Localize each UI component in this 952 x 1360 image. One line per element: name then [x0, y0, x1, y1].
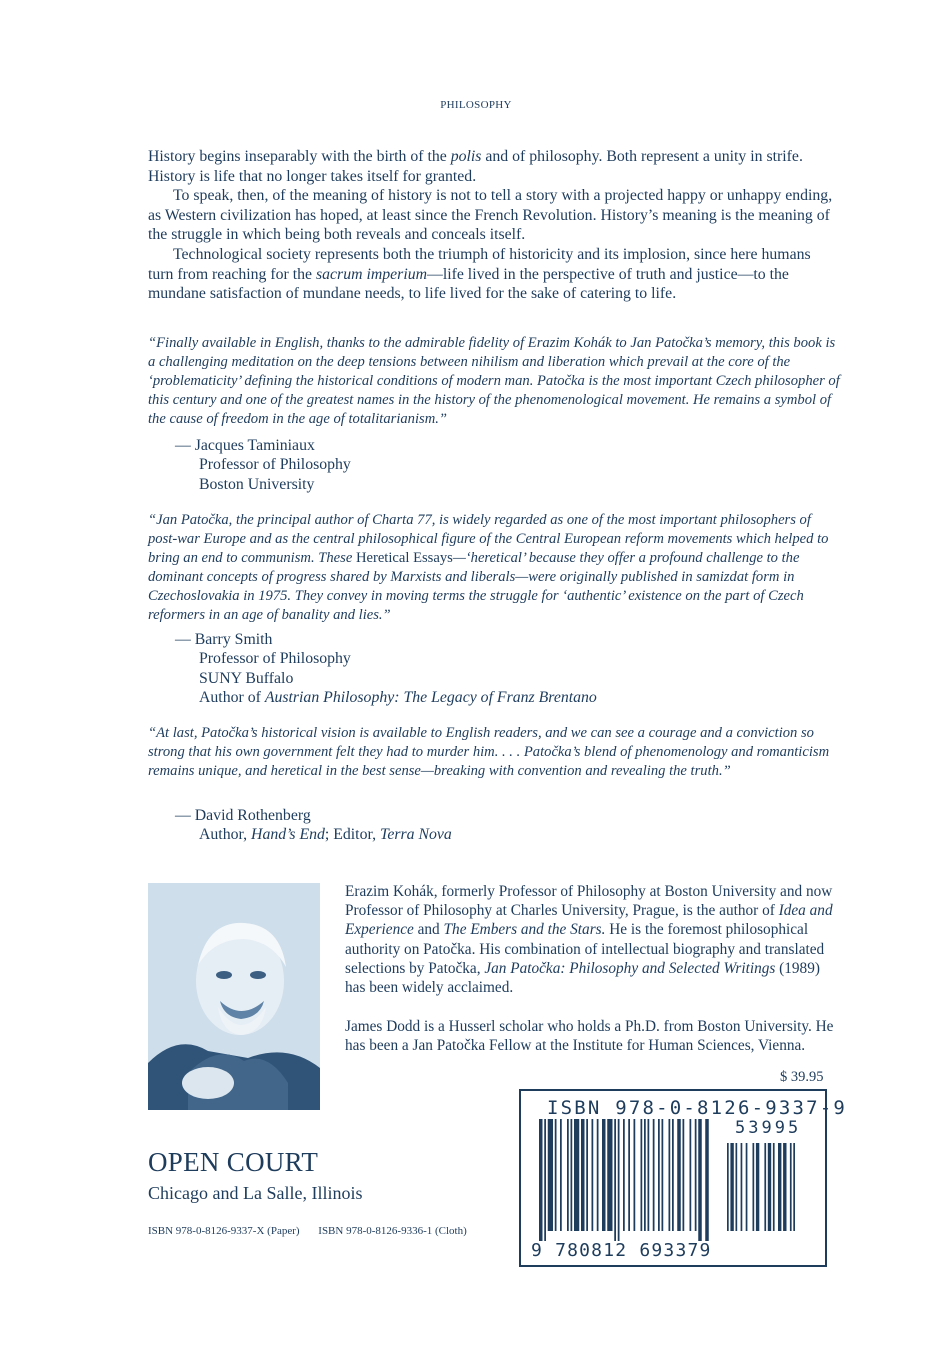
- barcode-bar: [614, 1119, 616, 1241]
- barcode-bar: [597, 1119, 599, 1231]
- barcode-bar: [695, 1119, 697, 1231]
- quote-rothenberg: [148, 724, 840, 781]
- barcode-bar: [783, 1143, 786, 1231]
- text-run: James Dodd is a Husserl scholar who holds a Ph.D. from Boston University. He has been a Jan Patočka Fellow at the Institute for Human Sciences, Vienna.: [345, 1018, 834, 1055]
- barcode: [519, 1089, 848, 1267]
- intro-paragraph-3: [148, 245, 838, 304]
- text-run: polis: [450, 148, 482, 165]
- attribution-taminiaux: [175, 436, 775, 494]
- bio-kohak-text: [345, 882, 835, 997]
- barcode-bar: [586, 1119, 588, 1231]
- text-run: Austrian Philosophy: The Legacy of Franz Brentano: [264, 688, 597, 706]
- barcode-bar: [658, 1119, 660, 1231]
- text-run: and: [413, 921, 444, 939]
- intro-paragraph-2: [148, 186, 838, 245]
- text-run: “Jan Patočka, the principal author of Charta 77, is widely regarded as one of the most important philosophers of post-war Europe and as the central philosophical figure of the Central European reform movements which helped to bring an end to communism. These: [148, 512, 829, 566]
- text-run: Jan Patočka: Philosophy and Selected Writings: [484, 959, 776, 977]
- quote-text: [148, 511, 840, 625]
- text-run: Heretical Essays: [355, 550, 453, 566]
- barcode-bar: [672, 1119, 674, 1231]
- text-run: “Finally available in English, thanks to the admirable fidelity of Erazim Kohák to Jan Patočka’s memory, this book is a challenging meditation on the deep tensions between nihilism and liberation which prevail at the core of the ‘problematicity’ defining the historical conditions of modern man. Patočka is the most important Czech philosopher of this century and one of the greatest names in the history of the phenomenological movement. He remains a symbol of the cause of freedom in the age of totalitarianism.”: [148, 335, 840, 427]
- category-label: PHILOSOPHY: [440, 99, 512, 111]
- text-run: Professor of Philosophy: [199, 650, 351, 668]
- attribution-works: [175, 825, 775, 844]
- barcode-bar: [602, 1119, 606, 1231]
- barcode-bar: [790, 1143, 792, 1231]
- barcode-bar: [746, 1143, 748, 1231]
- publisher-name: OPEN COURT: [148, 1147, 319, 1177]
- barcode-bar: [677, 1119, 681, 1231]
- barcode-addon-bars: [727, 1143, 817, 1247]
- bio-kohak: [345, 882, 835, 997]
- barcode-bar: [756, 1143, 759, 1231]
- text-run: — David Rothenberg: [175, 807, 311, 824]
- text-run: — Jacques Taminiaux: [175, 437, 315, 454]
- author-portrait-illustration: [148, 883, 320, 1110]
- text-run: Technological society represents both the triumph of historicity and its implosion, since here humans turn from reaching for the: [148, 245, 811, 283]
- attribution-name: [175, 630, 775, 649]
- barcode-bar: [753, 1143, 755, 1231]
- text-run: — Barry Smith: [175, 631, 273, 648]
- text-run: Author,: [199, 826, 252, 844]
- intro-text: [148, 147, 838, 304]
- barcode-bar: [539, 1119, 543, 1241]
- barcode-digits: 9 780812 693379: [531, 1240, 712, 1261]
- quote-smith: [148, 511, 840, 625]
- barcode-bar: [548, 1119, 553, 1231]
- text-run: The Embers and the Stars.: [443, 921, 606, 939]
- barcode-bar: [623, 1119, 625, 1231]
- attribution-affiliation: [175, 669, 775, 688]
- barcode-bar: [764, 1143, 766, 1231]
- barcode-bar: [574, 1119, 579, 1231]
- text-run: He is the foremost philosophical authority on Patočka. His combination of intellectual biography and translated selections by Patočka,: [345, 921, 825, 977]
- barcode-bar: [571, 1119, 573, 1231]
- barcode-bar: [736, 1143, 738, 1231]
- barcode-bar: [669, 1119, 671, 1231]
- barcode-bar: [698, 1119, 702, 1241]
- barcode-bar: [778, 1143, 781, 1231]
- barcode-bar: [555, 1119, 557, 1231]
- attribution-title: [175, 649, 775, 668]
- isbn-list: [148, 1225, 467, 1237]
- barcode-bar: [730, 1143, 733, 1231]
- barcode-bar: [705, 1119, 709, 1241]
- quote-taminiaux: [148, 334, 840, 429]
- barcode-bar: [567, 1119, 569, 1231]
- barcode-bar: [793, 1143, 795, 1231]
- attribution-rothenberg: [175, 806, 775, 845]
- barcode-bar: [618, 1119, 620, 1241]
- barcode-isbn: ISBN 978-0-8126-9337-9: [547, 1097, 848, 1119]
- attribution-book: [175, 688, 775, 707]
- barcode-bar: [683, 1119, 685, 1231]
- barcode-bar: [648, 1119, 650, 1231]
- barcode-bar: [727, 1143, 729, 1231]
- barcode-bar: [653, 1119, 655, 1231]
- text-run: —life lived in the perspective of truth and justice—to the mundane satisfaction of mundane needs, to life lived for the sake of catering to life.: [148, 265, 789, 303]
- isbn-cloth: ISBN 978-0-8126-9336-1 (Cloth): [318, 1225, 467, 1237]
- barcode-bar: [628, 1119, 630, 1231]
- barcode-price-code: 53995: [735, 1118, 802, 1138]
- barcode-bar: [544, 1119, 546, 1241]
- text-run: Boston University: [199, 475, 315, 493]
- text-run: and of philosophy. Both represent a unity in strife. History is life that no longer takes itself for granted.: [148, 148, 803, 185]
- bio-dodd: [345, 1017, 835, 1055]
- barcode-bar: [773, 1143, 775, 1231]
- quote-text: [148, 724, 840, 781]
- barcode-bar: [641, 1119, 643, 1231]
- barcode-bar: [592, 1119, 594, 1231]
- text-run: sacrum imperium: [316, 265, 428, 283]
- text-run: (1989) has been widely acclaimed.: [345, 959, 820, 997]
- barcode-bar: [634, 1119, 636, 1231]
- text-run: ; Editor,: [324, 826, 380, 844]
- barcode-bars: [539, 1119, 709, 1247]
- attribution-affiliation: [175, 475, 775, 494]
- barcode-bar: [662, 1119, 664, 1231]
- barcode-bar: [581, 1119, 585, 1231]
- author-photo: [148, 883, 320, 1110]
- text-run: Terra Nova: [380, 826, 452, 844]
- text-run: —‘heretical’ because they offer a profound challenge to the dominant concepts of progress shared by Marxists and liberals—were originally published in samizdat form in Czechoslovakia in 1975. They convey in moving terms the struggle for ‘authentic’ existence on the part of Czech reformers in an age of banality and lies.”: [148, 550, 804, 623]
- intro-paragraph-1: [148, 147, 838, 186]
- isbn-paper: ISBN 978-0-8126-9337-X (Paper): [148, 1225, 300, 1237]
- text-run: Professor of Philosophy: [199, 456, 351, 474]
- barcode-bar: [741, 1143, 743, 1231]
- barcode-bar: [690, 1119, 692, 1231]
- barcode-bar: [560, 1119, 562, 1231]
- text-run: To speak, then, of the meaning of history is not to tell a story with a projected happy or unhappy ending, as Western civilization has hoped, at least since the French Revolution. History’s meaning is the meaning of the struggle in which being both reveals and conceals itself.: [148, 187, 833, 244]
- barcode-bar: [644, 1119, 646, 1231]
- publisher-location: Chicago and La Salle, Illinois: [148, 1183, 363, 1203]
- quote-text: [148, 334, 840, 429]
- price-label: $ 39.95: [780, 1069, 824, 1085]
- barcode-bar: [607, 1119, 612, 1231]
- attribution-name: [175, 436, 775, 455]
- text-run: SUNY Buffalo: [199, 669, 294, 687]
- attribution-smith: [175, 630, 775, 707]
- text-run: History begins inseparably with the birth of the: [148, 148, 451, 165]
- bio-dodd-text: [345, 1017, 835, 1055]
- barcode-bar: [768, 1143, 771, 1231]
- text-run: Author of: [199, 688, 265, 706]
- text-run: Hand’s End: [251, 826, 325, 844]
- text-run: Idea and Experience: [345, 902, 833, 939]
- attribution-title: [175, 455, 775, 474]
- text-run: “At last, Patočka’s historical vision is available to English readers, and we can see a courage and a conviction so strong that his own government felt they had to murder him. . . . Patočka’s blend of phenomenology and romanticism remains unique, and heretical in the best sense—breaking with convention and revealing the truth.”: [148, 725, 830, 779]
- attribution-name: [175, 806, 775, 825]
- text-run: Erazim Kohák, formerly Professor of Philosophy at Boston University and now Professor of Philosophy at Charles University, Prague, is the author of: [345, 883, 833, 920]
